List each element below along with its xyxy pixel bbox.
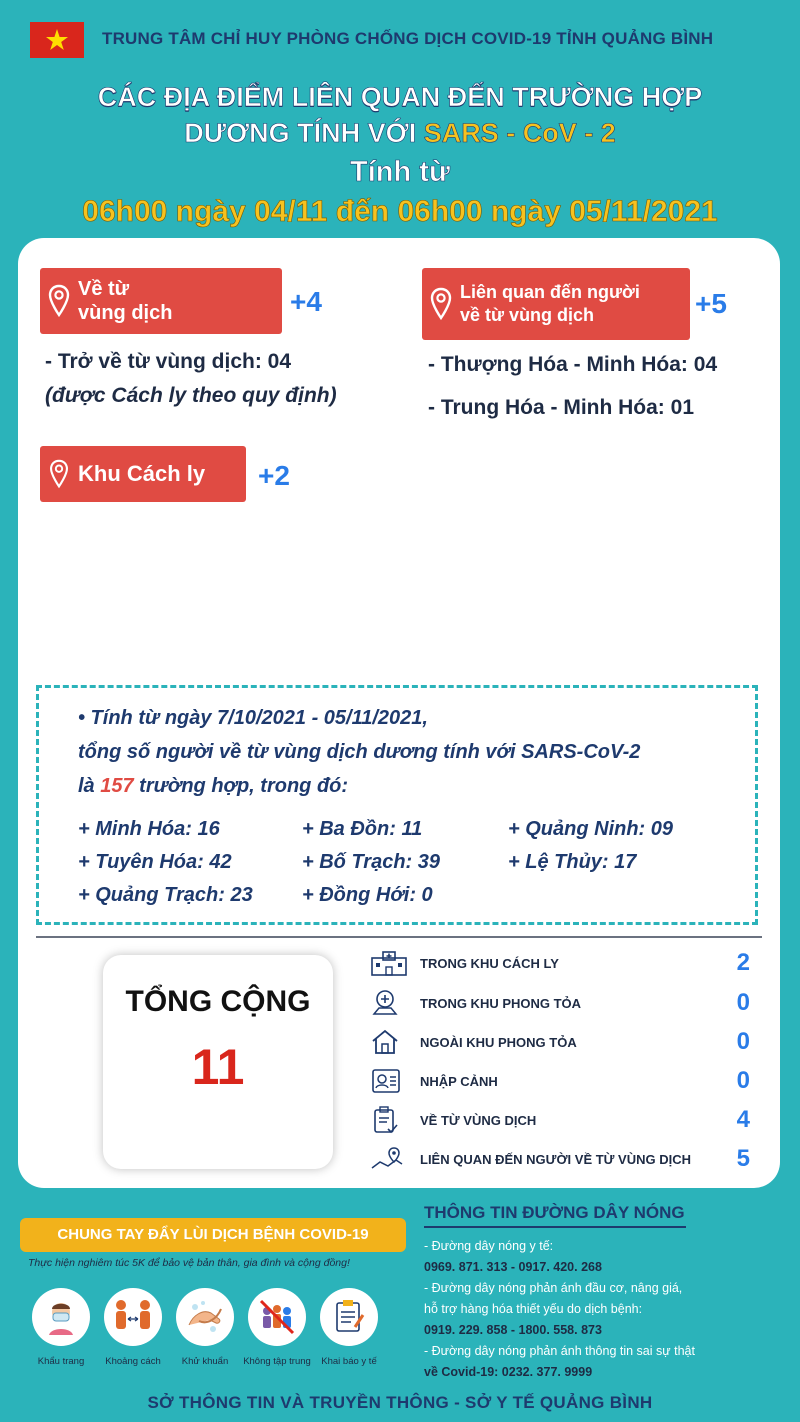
divider	[36, 936, 762, 938]
stat-row: LIÊN QUAN ĐẾN NGƯỜI VỀ TỪ VÙNG DỊCH 5	[370, 1144, 750, 1174]
stat-value: 4	[736, 1106, 750, 1133]
hotline-line: - Đường dây nóng y tế:	[424, 1239, 554, 1253]
district-item: + Bố Trạch: 39	[302, 851, 441, 873]
total-value: 11	[191, 1039, 245, 1095]
tag-ve-tu-vung-dich: Về từ vùng dịch	[40, 268, 282, 334]
hospital-icon	[370, 950, 410, 976]
campaign-item-label: Khử khuẩn	[181, 1356, 229, 1367]
agency-name: TRUNG TÂM CHỈ HUY PHÒNG CHỐNG DỊCH COVID-19 TỈNH QUẢNG BÌNH	[102, 29, 714, 48]
district-item: + Ba Đồn: 11	[302, 818, 423, 840]
date-range: 06h00 ngày 04/11 đến 06h00 ngày 05/11/2021	[82, 195, 718, 228]
stat-row: NGOÀI KHU PHONG TỎA 0	[370, 1027, 750, 1057]
count-lien-quan: +5	[695, 288, 727, 319]
stat-value: 0	[736, 1067, 750, 1094]
district-item: + Lệ Thủy: 17	[508, 851, 637, 873]
campaign-item-label: Khẩu trang	[37, 1356, 85, 1367]
campaign-item-label: Khoảng cách	[105, 1356, 161, 1367]
campaign-slogan: Thực hiện nghiêm túc 5K để bảo vệ bản thân, gia đình và cộng đồng!	[28, 1257, 350, 1269]
hotline-line: - Đường dây nóng phản ánh đầu cơ, nâng giá,	[424, 1281, 683, 1295]
count-khu-cach-ly: +2	[258, 460, 290, 491]
location-pin-icon	[40, 284, 78, 318]
summary-line: là 157 trường hợp, trong đó:	[78, 775, 349, 797]
hotline-underline	[424, 1226, 686, 1228]
map-route-icon	[370, 1146, 410, 1172]
house-icon	[370, 1028, 410, 1056]
hotline-numbers: về Covid-19: 0232. 377. 9999	[424, 1365, 593, 1379]
distance-icon	[104, 1288, 162, 1346]
location-pin-icon	[422, 287, 460, 321]
district-item: + Minh Hóa: 16	[78, 818, 220, 840]
hotline-numbers: 0969. 871. 313 - 0917. 420. 268	[424, 1260, 602, 1274]
summary-total-number: 157	[100, 775, 134, 797]
detail-line: - Trung Hóa - Minh Hóa: 01	[428, 396, 694, 419]
detail-line: - Thượng Hóa - Minh Hóa: 04	[428, 353, 718, 376]
stat-value: 5	[736, 1145, 750, 1172]
footer-credits: SỞ THÔNG TIN VÀ TRUYỀN THÔNG - SỞ Y TẾ QUẢNG BÌNH	[147, 1393, 653, 1412]
tag-khu-cach-ly: Khu Cách ly	[40, 446, 246, 502]
lockdown-location-icon	[370, 988, 410, 1018]
stat-value: 0	[736, 1028, 750, 1055]
district-item: + Đồng Hới: 0	[302, 884, 433, 906]
district-item: + Tuyên Hóa: 42	[78, 851, 232, 873]
title-line-1: CÁC ĐỊA ĐIỂM LIÊN QUAN ĐẾN TRƯỜNG HỢP	[97, 82, 703, 112]
stat-value: 0	[736, 989, 750, 1016]
no-gathering-icon	[248, 1288, 306, 1346]
passport-icon	[370, 1067, 410, 1095]
summary-line: tổng số người về từ vùng dịch dương tính với SARS-CoV-2	[78, 741, 641, 763]
district-item: + Quảng Trạch: 23	[78, 884, 253, 906]
campaign-item-label: Không tập trung	[243, 1356, 311, 1367]
count-ve-tu-vung-dich: +4	[290, 286, 322, 317]
vietnam-flag-icon	[30, 22, 84, 58]
stat-row: VỀ TỪ VÙNG DỊCH 4	[370, 1105, 750, 1135]
clipboard-icon	[370, 1105, 410, 1135]
stat-row: TRONG KHU PHONG TỎA 0	[370, 988, 750, 1018]
district-item: + Quảng Ninh: 09	[508, 818, 674, 840]
hotline-line: hỗ trợ hàng hóa thiết yếu do dịch bệnh:	[424, 1302, 643, 1316]
sars-highlight: SARS - CoV - 2	[423, 118, 616, 148]
stat-value: 2	[736, 949, 750, 976]
title-line-2: DƯƠNG TÍNH VỚI SARS - CoV - 2	[184, 118, 616, 148]
campaign-item-label: Khai báo y tế	[321, 1356, 377, 1367]
detail-line: (được Cách ly theo quy định)	[45, 384, 337, 407]
hand-wash-icon	[176, 1288, 234, 1346]
detail-line: - Trở về từ vùng dịch: 04	[45, 350, 292, 373]
title-line-3: Tính từ	[350, 156, 450, 188]
stat-row: NHẬP CẢNH 0	[370, 1066, 750, 1096]
hotline-title: THÔNG TIN ĐƯỜNG DÂY NÓNG	[424, 1203, 685, 1222]
mask-icon	[32, 1288, 90, 1346]
stat-row: TRONG KHU CÁCH LY 2	[370, 948, 750, 978]
campaign-banner: CHUNG TAY ĐẨY LÙI DỊCH BỆNH COVID-19	[20, 1218, 406, 1252]
tag-lien-quan: Liên quan đến người về từ vùng dịch	[422, 268, 690, 340]
health-declaration-icon	[320, 1288, 378, 1346]
hotline-line: - Đường dây nóng phản ánh thông tin sai sự thật	[424, 1344, 695, 1358]
total-label: TỔNG CỘNG	[125, 985, 311, 1018]
summary-line: • Tính từ ngày 7/10/2021 - 05/11/2021,	[78, 707, 428, 729]
hotline-numbers: 0919. 229. 858 - 1800. 558. 873	[424, 1323, 602, 1337]
location-pin-icon	[40, 459, 78, 489]
